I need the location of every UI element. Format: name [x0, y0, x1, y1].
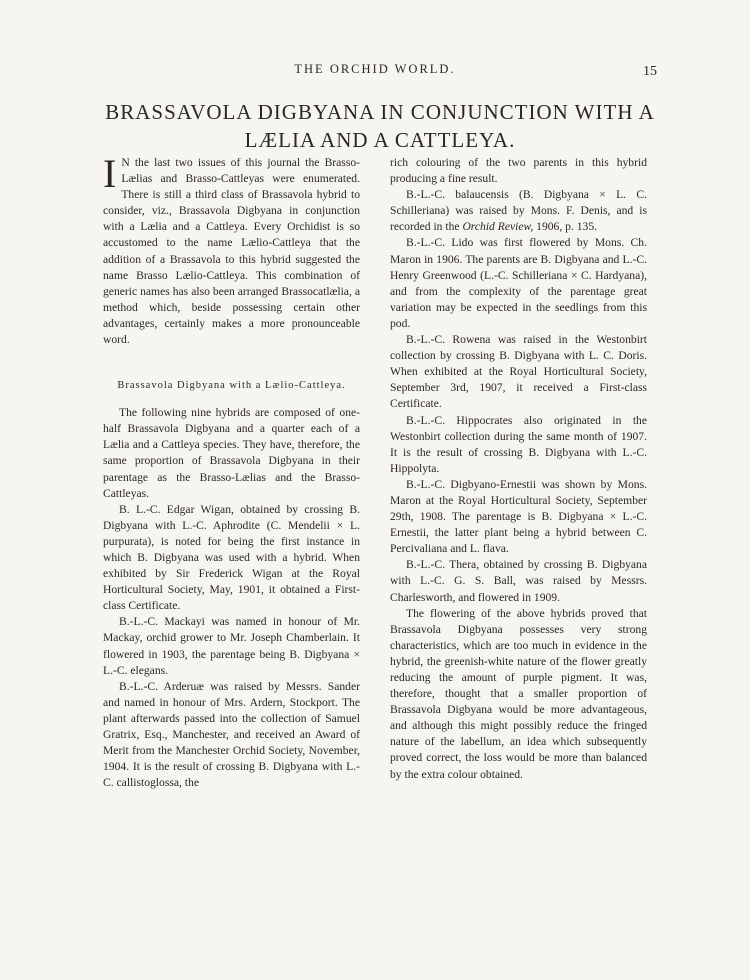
para-text: 1906, p. 135. — [533, 220, 598, 234]
title-line-1: BRASSAVOLA DIGBYANA IN CONJUNCTION WITH A — [105, 100, 655, 124]
intro-text: N the last two issues of this journal the Brasso-Lælias and Brasso-Cattleyas were enumerated. There is still a third class of Brassavola hybrid to consider, viz., Brassavola Digbyana in conjunction with a Lælia and a Cattleya. Every Orchidist is so accustomed to the name Lælio-Cattleya that the addition of a Brassavola to this hybrid suggested the name Brasso Lælio-Cattleya. This combination of generic names has also been arranged Brassocatlælia, a method which, beside possessing certain other advantages, certainly makes a more pronounceable word. — [103, 156, 360, 347]
body-paragraph: B.-L.-C. Mackayi was named in honour of Mr. Mackay, orchid grower to Mr. Joseph Chamberlain. It flowered in 1903, the parentage being B. Digbyana × L.-C. elegans. — [103, 615, 360, 677]
running-head: THE ORCHID WORLD. — [294, 62, 456, 76]
body-paragraph: B.-L.-C. Rowena was raised in the Westonbirt collection by crossing B. Digbyana with L. C. Doris. When exhibited at the Royal Horticultural Society, September 3rd, 1907, it received a First-class Certificate. — [390, 333, 647, 411]
body-paragraph: B.-L.-C. Arderuæ was raised by Messrs. Sander and named in honour of Mrs. Ardern, Stockport. The plant afterwards passed into the collection of Samuel Gratrix, Esq., Manchester, and received an Award of Merit from the Manchester Orchid Society, November, 1904. It is the result of crossing B. Digbyana with L.-C. callistoglossa, the — [103, 679, 360, 790]
body-paragraph: B.-L.-C. Thera, obtained by crossing B. Digbyana with L.-C. G. S. Ball, was raised by Messrs. Charlesworth, and flowered in 1909. — [390, 558, 647, 604]
page-number: 15 — [643, 64, 657, 79]
body-paragraph: B.-L.-C. Digbyano-Ernestii was shown by Mons. Maron at the Royal Horticultural Society, September 29th, 1908. The parentage is B. Digbyana × L.-C. Ernestii, the latter plant being a hybrid between C. Percivaliana and L. flava. — [390, 477, 647, 556]
body-paragraph — [390, 187, 647, 235]
body-paragraph: B. L.-C. Edgar Wigan, obtained by crossing B. Digbyana with L.-C. Aphrodite (C. Mendelii × L. purpurata), is noted for being the first instance in which B. Digbyana was used with a hybrid. When exhibited by Sir Frederick Wigan at the Royal Horticultural Society, May, 1901, it obtained a First-class Certificate. — [103, 502, 360, 613]
body-paragraph: B.-L.-C. Hippocrates also originated in the Westonbirt collection during the same month of 1907. It is the result of crossing B. Digbyana with L.-C. Hippolyta. — [390, 413, 647, 475]
para-text: B.-L.-C. balaucensis (B. Digbyana × L. C. Schilleriana) was raised by Mons. F. Denis, and is recorded in the — [390, 188, 647, 234]
body-paragraph: The following nine hybrids are composed of one-half Brassavola Digbyana and a quarter each of a Lælia and a Cattleya species. They have, therefore, the same proportion of Brassavola Digbyana in their parentage as the Brasso-Lælias and the Brasso-Cattleyas. — [103, 406, 360, 500]
intro-paragraph — [103, 151, 360, 348]
section-subheading: Brassavola Digbyana with a Lælio-Cattleya. — [117, 380, 346, 392]
body-paragraph: B.-L.-C. Lido was first flowered by Mons. Ch. Maron in 1906. The parents are B. Digbyana and L.-C. Henry Greenwood (L.-C. Schilleriana × C. Hardyana), and from the complexity of the parentage great variation may be expected in the seedlings from this pod. — [390, 236, 647, 330]
article-title — [70, 98, 690, 154]
journal-title: Orchid Review, — [462, 220, 534, 234]
right-column — [390, 155, 647, 783]
drop-cap: I — [103, 151, 117, 196]
left-column — [103, 151, 360, 791]
body-paragraph: The flowering of the above hybrids proved that Brassavola Digbyana possesses very strong characteristics, which are too much in evidence in the hybrid, the greenish-white nature of the flower greatly reducing the amount of purple pigment. It was, therefore, thought that a smaller proportion of Brassavola Digbyana would be more advantageous, and although this might possibly reduce the fringed nature of the labellum, an idea which subsequently proved correct, the loss would be more than balanced by the extra colour obtained. — [390, 606, 647, 781]
title-line-2: LÆLIA AND A CATTLEYA. — [244, 128, 516, 152]
body-paragraph: rich colouring of the two parents in this hybrid producing a fine result. — [390, 156, 647, 186]
